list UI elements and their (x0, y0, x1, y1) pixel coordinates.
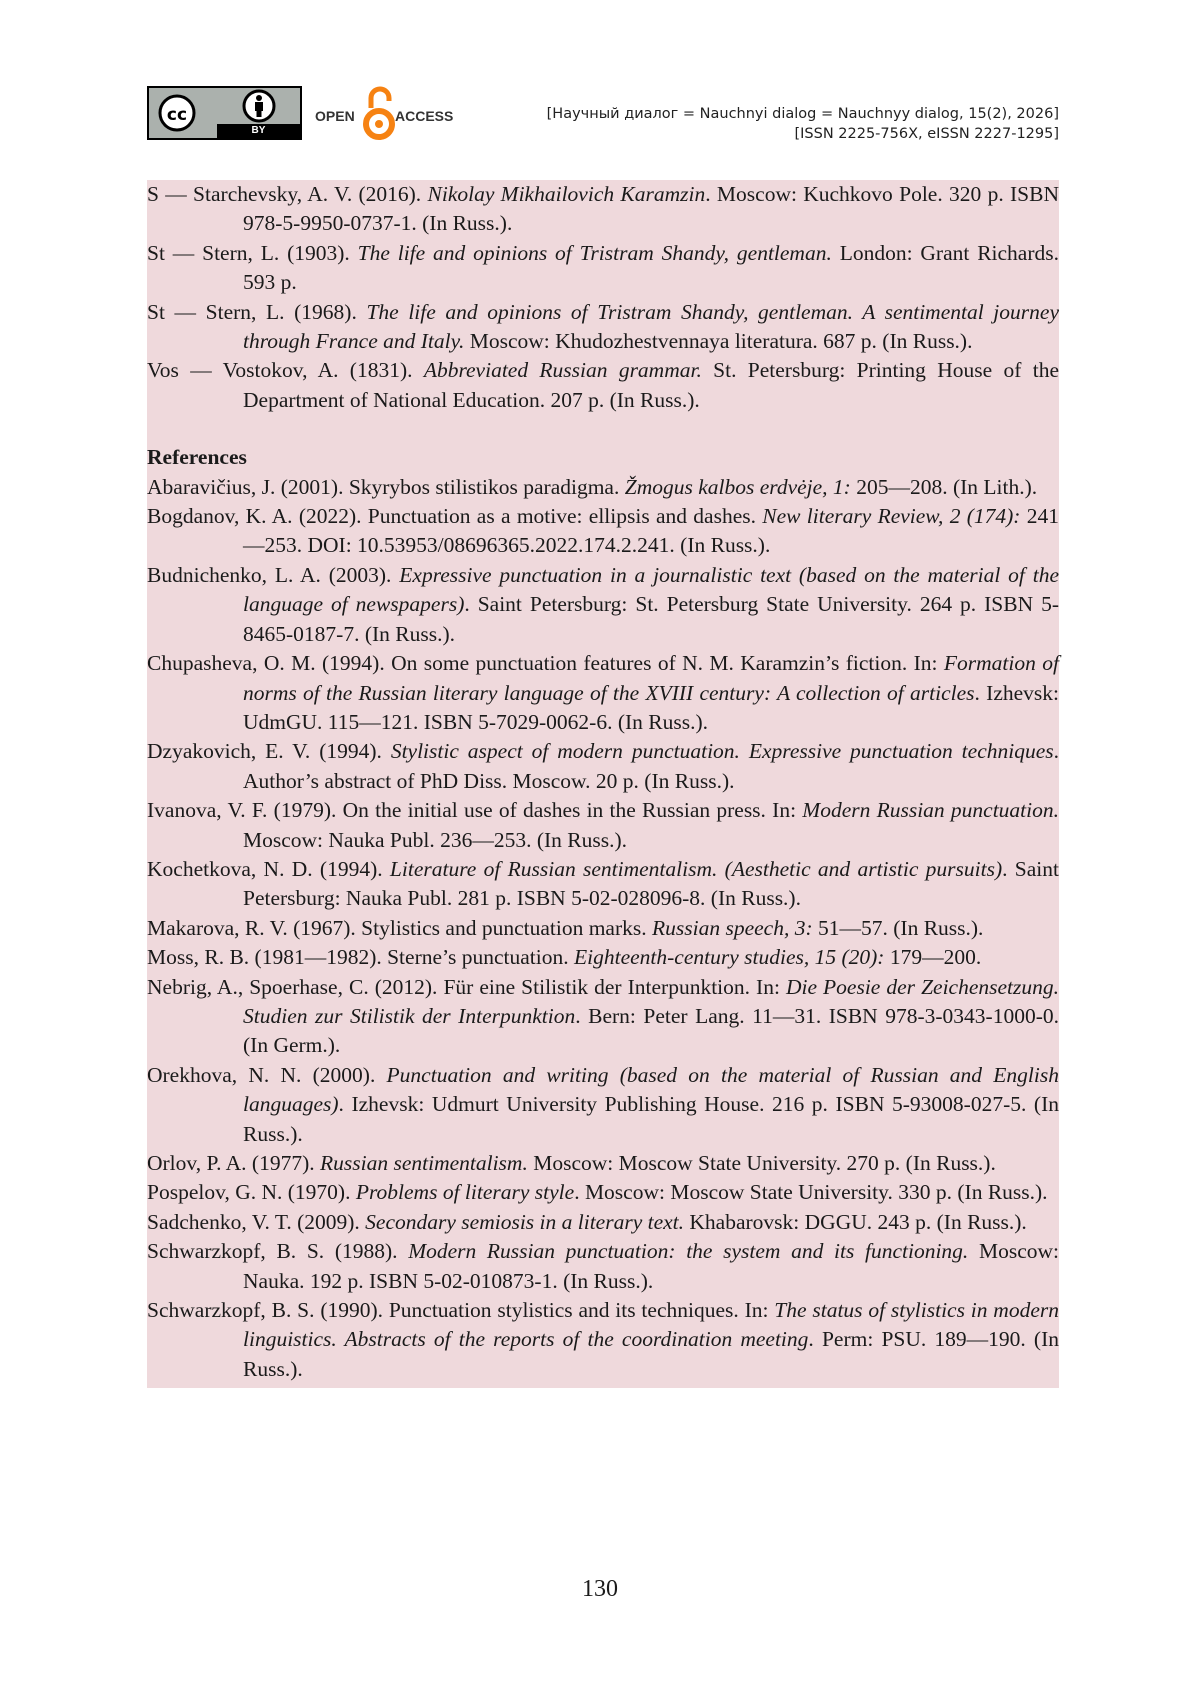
reference-title: Punctuation and writing (based on the material of Russian and English languages) (243, 1062, 1059, 1117)
reference-text: Moss, R. B. (1981—1982). Sterne’s punctuation. (147, 945, 574, 970)
reference-entry (147, 473, 1059, 502)
reference-text: Pospelov, G. N. (1970). (147, 1180, 356, 1205)
reference-text: S — Starchevsky, A. V. (2016). (147, 182, 428, 206)
reference-text: Orlov, P. A. (1977). (147, 1151, 320, 1175)
reference-entry (147, 239, 1059, 298)
reference-details: . Moscow: Kuchkovo Pole. 320 p. ISBN 978-5-9950-0737-1. (In Russ.). (243, 182, 1059, 236)
reference-details: . Moscow: Moscow State University. 330 p. (In Russ.). (574, 1180, 1048, 1205)
reference-title: Russian speech, 3: (652, 915, 813, 940)
journal-citation: [Научный диалог = Nauchnyi dialog = Nauchnyy dialog, 15(2), 2026] (546, 106, 1059, 122)
svg-text:cc: cc (166, 105, 188, 125)
reference-details: . Saint Petersburg: Nauka Publ. 281 p. ISBN 5-02-028096-8. (In Russ.). (243, 856, 1059, 911)
reference-text: Chupasheva, O. M. (1994). On some punctuation features of N. M. Karamzin’s fiction. In: (147, 651, 944, 676)
reference-details: 179—200. (884, 945, 982, 970)
reference-details: St. Petersburg: Printing House of the Department of National Education. 207 p. (In Russ.). (243, 358, 1059, 412)
person-icon (241, 88, 277, 124)
reference-entry (147, 855, 1059, 914)
reference-entry (147, 1149, 1059, 1178)
reference-details: Khabarovsk: DGGU. 243 p. (In Russ.). (684, 1209, 1027, 1234)
reference-title: Modern Russian punctuation: the system and its functioning. (408, 1239, 969, 1264)
reference-text: Bogdanov, K. A. (2022). Punctuation as a motive: ellipsis and dashes. (147, 504, 763, 529)
reference-entry (147, 356, 1059, 415)
reference-entry (147, 1296, 1059, 1384)
reference-text: Schwarzkopf, B. S. (1990). Punctuation stylistics and its techniques. In: (147, 1298, 775, 1323)
reference-entry (147, 180, 1059, 239)
reference-text: Abaravičius, J. (2001). Skyrybos stilistikos paradigma. (147, 474, 625, 499)
reference-details: Moscow: Khudozhestvennaya literatura. 687 p. (In Russ.). (464, 329, 973, 354)
reference-title: Modern Russian punctuation. (802, 798, 1059, 823)
reference-title: New literary Review, 2 (174): (762, 504, 1021, 529)
reference-entry (147, 1061, 1059, 1149)
reference-title: Formation of norms of the Russian literary language of the XVIII century: A collection of articles (243, 651, 1059, 705)
references-block (147, 180, 1059, 1388)
journal-info (547, 104, 1059, 144)
reference-entry (147, 298, 1059, 357)
reference-details: Moscow: Nauka Publ. 236—253. (In Russ.). (243, 827, 627, 852)
reference-text: St — Stern, L. (1903). (147, 240, 358, 265)
reference-details: . Izhevsk: Udmurt University Publishing House. 216 p. ISBN 5-93008-027-5. (In Russ.). (243, 1092, 1059, 1146)
reference-title: The status of stylistics in modern linguistics. Abstracts of the reports of the coordination meeting (243, 1298, 1059, 1352)
reference-title: Eighteenth-century studies, 15 (20): (574, 945, 885, 970)
reference-text: Vos — Vostokov, A. (1831). (147, 358, 424, 383)
reference-details: . Perm: PSU. 189—190. (In Russ.). (243, 1327, 1059, 1381)
reference-text: Ivanova, V. F. (1979). On the initial use of dashes in the Russian press. In: (147, 798, 803, 823)
reference-title: Russian sentimentalism. (320, 1151, 528, 1175)
reference-text: Dzyakovich, E. V. (1994). (147, 739, 391, 764)
sources-list (147, 180, 1059, 415)
reference-title: Literature of Russian sentimentalism. (Aesthetic and artistic pursuits) (389, 856, 1003, 881)
reference-title: Žmogus kalbos erdvėje, 1: (624, 474, 851, 499)
reference-title: The life and opinions of Tristram Shandy, gentleman. A sentimental journey through France and Italy. (243, 299, 1059, 354)
reference-title: The life and opinions of Tristram Shandy, gentleman. (357, 240, 832, 265)
reference-text: Nebrig, A., Spoerhase, C. (2012). Für eine Stilistik der Interpunktion. In: (147, 974, 786, 999)
reference-details: London: Grant Richards. 593 p. (243, 240, 1059, 295)
references-heading: References (147, 445, 247, 470)
reference-title: Secondary semiosis in a literary text. (365, 1209, 685, 1234)
reference-text: Orekhova, N. N. (2000). (147, 1062, 387, 1087)
reference-title: Stylistic aspect of modern punctuation. Expressive punctuation techniques (390, 739, 1054, 764)
journal-issn: [ISSN 2225-756X, eISSN 2227-1295] (794, 126, 1059, 142)
reference-title: Die Poesie der Zeichensetzung. Studien zur Stilistik der Interpunktion (243, 974, 1059, 1028)
cc-icon (157, 93, 197, 133)
reference-text: Budnichenko, L. A. (2003). (147, 562, 400, 587)
reference-details: 51—57. (In Russ.). (812, 915, 984, 940)
cc-by-license-badge[interactable] (147, 86, 302, 140)
page-header (147, 84, 1059, 144)
reference-entry (147, 502, 1059, 561)
reference-text: Sadchenko, V. T. (2009). (147, 1209, 366, 1234)
reference-entry (147, 796, 1059, 855)
reference-entry (147, 943, 1059, 972)
reference-details: . Bern: Peter Lang. 11—31. ISBN 978-3-0343-1000-0. (In Germ.). (243, 1003, 1059, 1058)
reference-entry (147, 914, 1059, 943)
reference-details: Moscow: Moscow State University. 270 p. (In Russ.). (527, 1151, 996, 1175)
reference-title: Problems of literary style (355, 1180, 575, 1205)
references-list (147, 473, 1059, 1385)
reference-details: Moscow: Nauka. 192 p. ISBN 5-02-010873-1. (In Russ.). (243, 1239, 1059, 1293)
reference-details: . Saint Petersburg: St. Petersburg State University. 264 p. ISBN 5-8465-0187-7. (In Russ.). (243, 592, 1059, 646)
reference-title: Abbreviated Russian grammar. (423, 358, 702, 383)
reference-text: Kochetkova, N. D. (1994). (147, 856, 390, 881)
page-number: 130 (582, 1576, 618, 1602)
access-label: ACCESS (395, 108, 454, 124)
reference-title: Nikolay Mikhailovich Karamzin (427, 182, 706, 206)
reference-entry (147, 1237, 1059, 1296)
open-lock-icon (363, 84, 395, 142)
reference-text: St — Stern, L. (1968). (147, 299, 367, 324)
reference-text: Makarova, R. V. (1967). Stylistics and punctuation marks. (147, 915, 652, 940)
reference-details: 205—208. (In Lith.). (850, 474, 1038, 499)
reference-details: 241—253. DOI: 10.53953/08696365.2022.174.2.241. (In Russ.). (243, 504, 1060, 558)
by-label: BY (217, 124, 300, 138)
reference-entry (147, 649, 1059, 737)
reference-details: . Author’s abstract of PhD Diss. Moscow. 20 p. (In Russ.). (243, 739, 1059, 793)
open-access-logo (315, 84, 465, 144)
reference-entry (147, 561, 1059, 649)
reference-entry (147, 973, 1059, 1061)
open-label: OPEN (315, 108, 355, 124)
reference-entry (147, 1178, 1059, 1207)
reference-text: Schwarzkopf, B. S. (1988). (147, 1239, 409, 1264)
reference-entry (147, 1208, 1059, 1237)
reference-title: Expressive punctuation in a journalistic text (based on the material of the language of newspapers) (243, 562, 1059, 617)
reference-details: . Izhevsk: UdmGU. 115—121. ISBN 5-7029-0062-6. (In Russ.). (243, 680, 1059, 734)
reference-entry (147, 737, 1059, 796)
